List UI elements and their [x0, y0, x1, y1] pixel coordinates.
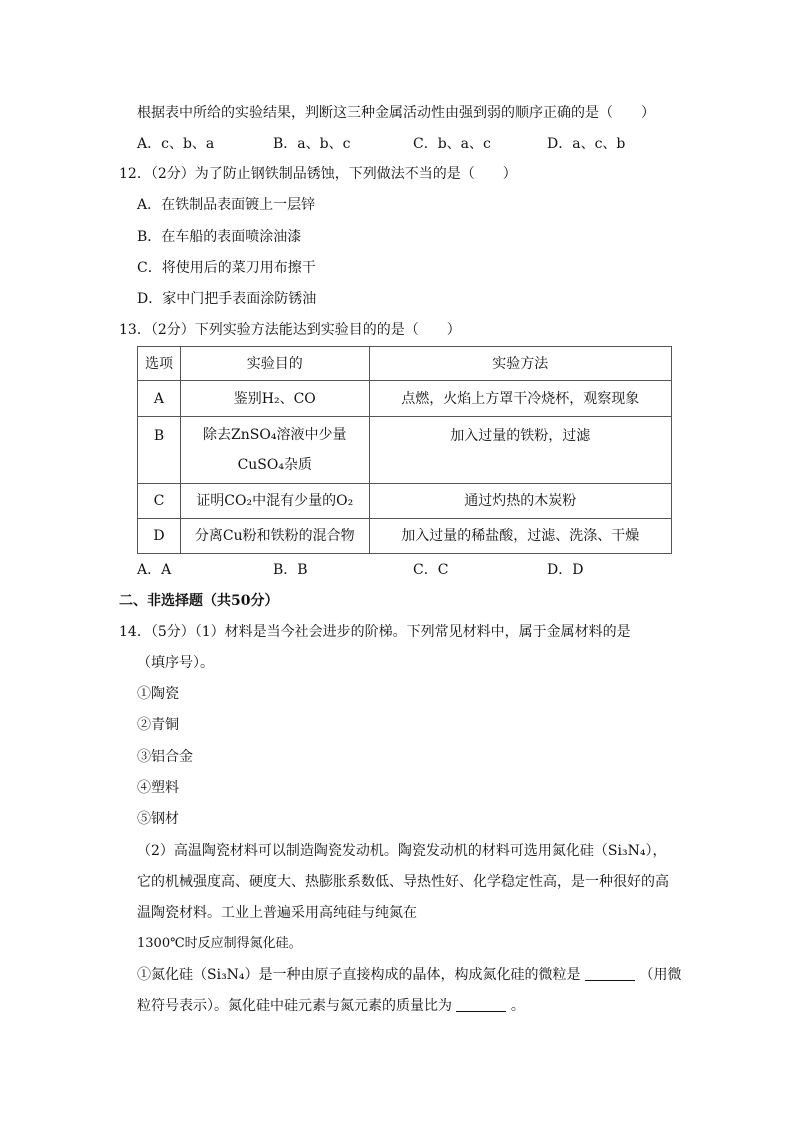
q13-options [137, 560, 697, 580]
q11-options [137, 134, 697, 154]
q14-sub1-line2-end: 。 [510, 998, 525, 1014]
q12-option-c: C．将使用后的菜刀用布擦干 [137, 260, 316, 276]
q13-option-d: D．D [547, 562, 584, 578]
row-method: 加入过量的铁粉，过滤 [369, 417, 671, 484]
header-method: 实验方法 [369, 347, 671, 381]
q14-stem: 14．（5分）（1）材料是当今社会进步的阶梯。下列常见材料中，属于金属材料的是 [119, 624, 631, 640]
q12-option-a: A．在铁制品表面镀上一层锌 [137, 197, 316, 213]
header-purpose: 实验目的 [180, 347, 369, 381]
q14-item-5: ⑤钢材 [137, 811, 179, 827]
q12-stem: 12．（2分）为了防止钢铁制品锈蚀，下列做法不当的是（ ） [119, 166, 517, 182]
q13-table [137, 346, 672, 554]
q14-sub1-line1 [137, 965, 681, 985]
table-row [138, 484, 672, 519]
q11-option-c: C．b、a、c [413, 136, 491, 152]
q14-item-3: ③铝合金 [137, 749, 193, 765]
q14-part2-line4: 1300℃时反应制得氮化硅。 [137, 936, 302, 951]
q14-part2-line1: （2）高温陶瓷材料可以制造陶瓷发动机。陶瓷发动机的材料可选用氮化硅（Si₃N₄）， [137, 843, 667, 859]
q11-option-b: B．a、b、c [273, 136, 351, 152]
table-row [138, 381, 672, 417]
row-method: 点燃，火焰上方罩干冷烧杯，观察现象 [369, 381, 671, 417]
table-header-row [138, 347, 672, 381]
table-row [138, 519, 672, 554]
q14-item-2: ②青铜 [137, 717, 179, 733]
row-purpose: 除去ZnSO₄溶液中少量CuSO₄杂质 [180, 417, 369, 484]
q11-option-a: A．c、b、a [137, 136, 215, 152]
row-option: A [138, 381, 181, 417]
header-option: 选项 [138, 347, 181, 381]
q11-option-d: D．a、c、b [547, 136, 626, 152]
q13-stem: 13．（2分）下列实验方法能达到实验目的的是（ ） [119, 322, 461, 338]
q13-option-a: A．A [137, 562, 172, 578]
q14-sub1-line2 [137, 996, 525, 1016]
row-purpose: 鉴别H₂、CO [180, 381, 369, 417]
q12-option-b: B．在车船的表面喷涂油漆 [137, 229, 302, 245]
row-purpose: 分离Cu粉和铁粉的混合物 [180, 519, 369, 554]
row-option: D [138, 519, 181, 554]
q14-sub1-line2-text: 粒符号表示）。氮化硅中硅元素与氮元素的质量比为 [137, 998, 452, 1014]
q14-item-4: ④塑料 [137, 780, 179, 796]
q11-intro: 根据表中所给的实验结果，判断这三种金属活动性由强到弱的顺序正确的是（ ） [137, 105, 655, 121]
table-row [138, 417, 672, 484]
q14-sub1-text: ①氮化硅（Si₃N₄）是一种由原子直接构成的晶体，构成氮化硅的微粒是 [137, 967, 581, 983]
q14-sub1-text-cont: （用微 [639, 967, 682, 983]
q14-stem-line2: （填序号）。 [137, 655, 214, 671]
row-method: 加入过量的稀盐酸，过滤、洗涤、干燥 [369, 519, 671, 554]
q12-option-d: D．家中门把手表面涂防锈油 [137, 291, 317, 307]
section-2-heading: 二、非选择题（共50分） [119, 593, 279, 609]
q13-option-b: B．B [273, 562, 308, 578]
q14-item-1: ①陶瓷 [137, 686, 179, 702]
row-purpose: 证明CO₂中混有少量的O₂ [180, 484, 369, 519]
q14-part2-line3: 温陶瓷材料。工业上普遍采用高纯硅与纯氮在 [137, 905, 417, 921]
row-option: B [138, 417, 181, 484]
q13-option-c: C．C [413, 562, 449, 578]
answer-blank-2[interactable] [456, 997, 506, 1012]
answer-blank-1[interactable] [585, 966, 635, 981]
row-method: 通过灼热的木炭粉 [369, 484, 671, 519]
row-option: C [138, 484, 181, 519]
q14-part2-line2: 它的机械强度高、硬度大、热膨胀系数低、导热性好、化学稳定性高，是一种很好的高 [137, 874, 669, 890]
